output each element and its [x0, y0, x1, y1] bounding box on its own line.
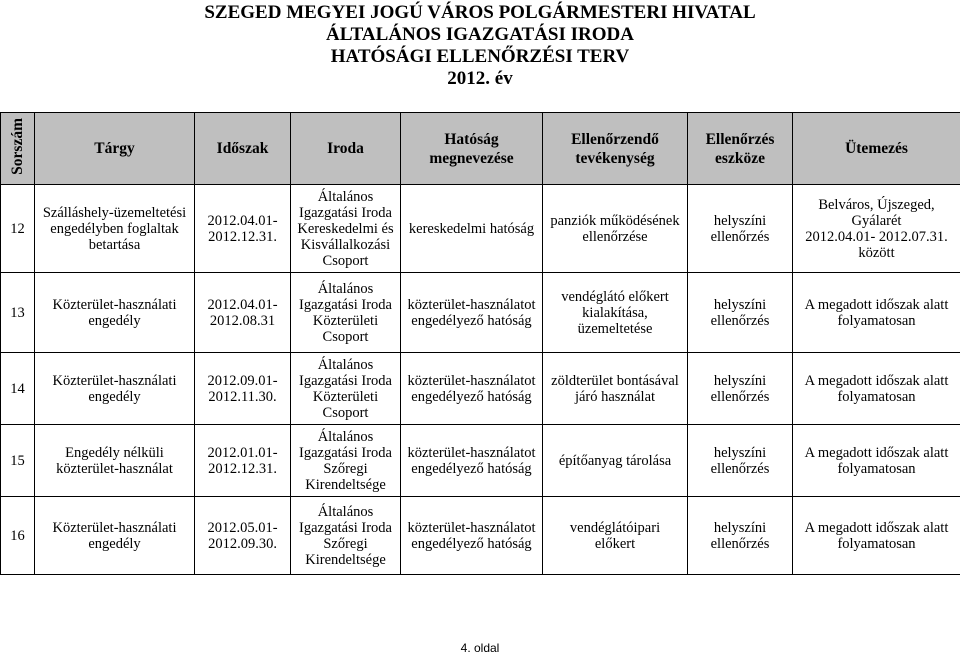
header-eszkoze: Ellenőrzés eszköze	[688, 113, 793, 185]
row-number: 13	[1, 273, 35, 353]
title-line-1: SZEGED MEGYEI JOGÚ VÁROS POLGÁRMESTERI HIVATAL	[204, 2, 756, 23]
row-number: 14	[1, 353, 35, 425]
row-eszkoze: helyszíni ellenőrzés	[688, 497, 793, 575]
row-tevekenyseg: vendéglátó előkert kialakítása, üzemeltetése	[543, 273, 688, 353]
row-iroda: Általános Igazgatási Iroda Közterületi Csoport	[291, 273, 401, 353]
header-tevekenyseg: Ellenőrzendő tevékenység	[543, 113, 688, 185]
header-sorszam: Sorszám	[1, 113, 35, 185]
row-eszkoze: helyszíni ellenőrzés	[688, 273, 793, 353]
row-tevekenyseg: építőanyag tárolása	[543, 425, 688, 497]
row-eszkoze: helyszíni ellenőrzés	[688, 185, 793, 273]
row-idoszak: 2012.05.01- 2012.09.30.	[195, 497, 291, 575]
row-tevekenyseg: panziók működésének ellenőrzése	[543, 185, 688, 273]
row-utemezes: A megadott időszak alatt folyamatosan	[793, 353, 960, 425]
row-hatosag: kereskedelmi hatóság	[401, 185, 543, 273]
row-targy: Közterület-használati engedély	[35, 353, 195, 425]
title-line-3: HATÓSÁGI ELLENŐRZÉSI TERV	[330, 46, 630, 67]
row-number: 16	[1, 497, 35, 575]
row-idoszak: 2012.04.01- 2012.08.31	[195, 273, 291, 353]
page-number: 4. oldal	[460, 641, 500, 655]
row-tevekenyseg: zöldterület bontásával járó használat	[543, 353, 688, 425]
header-row	[1, 113, 960, 185]
row-utemezes: Belváros, Újszeged, Gyálarét 2012.04.01- 2012.07.31. között	[793, 185, 960, 273]
inspection-plan-table	[0, 112, 960, 575]
row-targy: Közterület-használati engedély	[35, 273, 195, 353]
row-number: 12	[1, 185, 35, 273]
row-idoszak: 2012.09.01- 2012.11.30.	[195, 353, 291, 425]
row-iroda: Általános Igazgatási Iroda Szőregi Kirendeltsége	[291, 425, 401, 497]
row-hatosag: közterület-használatot engedélyező hatóság	[401, 497, 543, 575]
row-number: 15	[1, 425, 35, 497]
document-title	[170, 2, 790, 90]
title-line-4: 2012. év	[447, 68, 513, 89]
header-iroda: Iroda	[291, 113, 401, 185]
row-eszkoze: helyszíni ellenőrzés	[688, 425, 793, 497]
header-targy: Tárgy	[35, 113, 195, 185]
row-iroda: Általános Igazgatási Iroda Szőregi Kirendeltsége	[291, 497, 401, 575]
row-targy: Közterület-használati engedély	[35, 497, 195, 575]
header-hatosag: Hatóság megnevezése	[401, 113, 543, 185]
row-hatosag: közterület-használatot engedélyező hatóság	[401, 425, 543, 497]
row-iroda: Általános Igazgatási Iroda Kereskedelmi és Kisvállalkozási Csoport	[291, 185, 401, 273]
row-utemezes: A megadott időszak alatt folyamatosan	[793, 497, 960, 575]
title-line-2: ÁLTALÁNOS IGAZGATÁSI IRODA	[326, 24, 634, 45]
row-tevekenyseg: vendéglátóipari előkert	[543, 497, 688, 575]
table-row	[1, 353, 960, 425]
row-utemezes: A megadott időszak alatt folyamatosan	[793, 425, 960, 497]
row-idoszak: 2012.01.01- 2012.12.31.	[195, 425, 291, 497]
row-utemezes: A megadott időszak alatt folyamatosan	[793, 273, 960, 353]
header-utemezes: Ütemezés	[793, 113, 960, 185]
row-eszkoze: helyszíni ellenőrzés	[688, 353, 793, 425]
header-idoszak: Időszak	[195, 113, 291, 185]
table-row	[1, 425, 960, 497]
table-row	[1, 273, 960, 353]
row-hatosag: közterület-használatot engedélyező hatóság	[401, 353, 543, 425]
table-row	[1, 185, 960, 273]
row-hatosag: közterület-használatot engedélyező hatóság	[401, 273, 543, 353]
row-iroda: Általános Igazgatási Iroda Közterületi Csoport	[291, 353, 401, 425]
row-targy: Engedély nélküli közterület-használat	[35, 425, 195, 497]
row-targy: Szálláshely-üzemeltetési engedélyben foglaltak betartása	[35, 185, 195, 273]
row-idoszak: 2012.04.01- 2012.12.31.	[195, 185, 291, 273]
table-row	[1, 497, 960, 575]
